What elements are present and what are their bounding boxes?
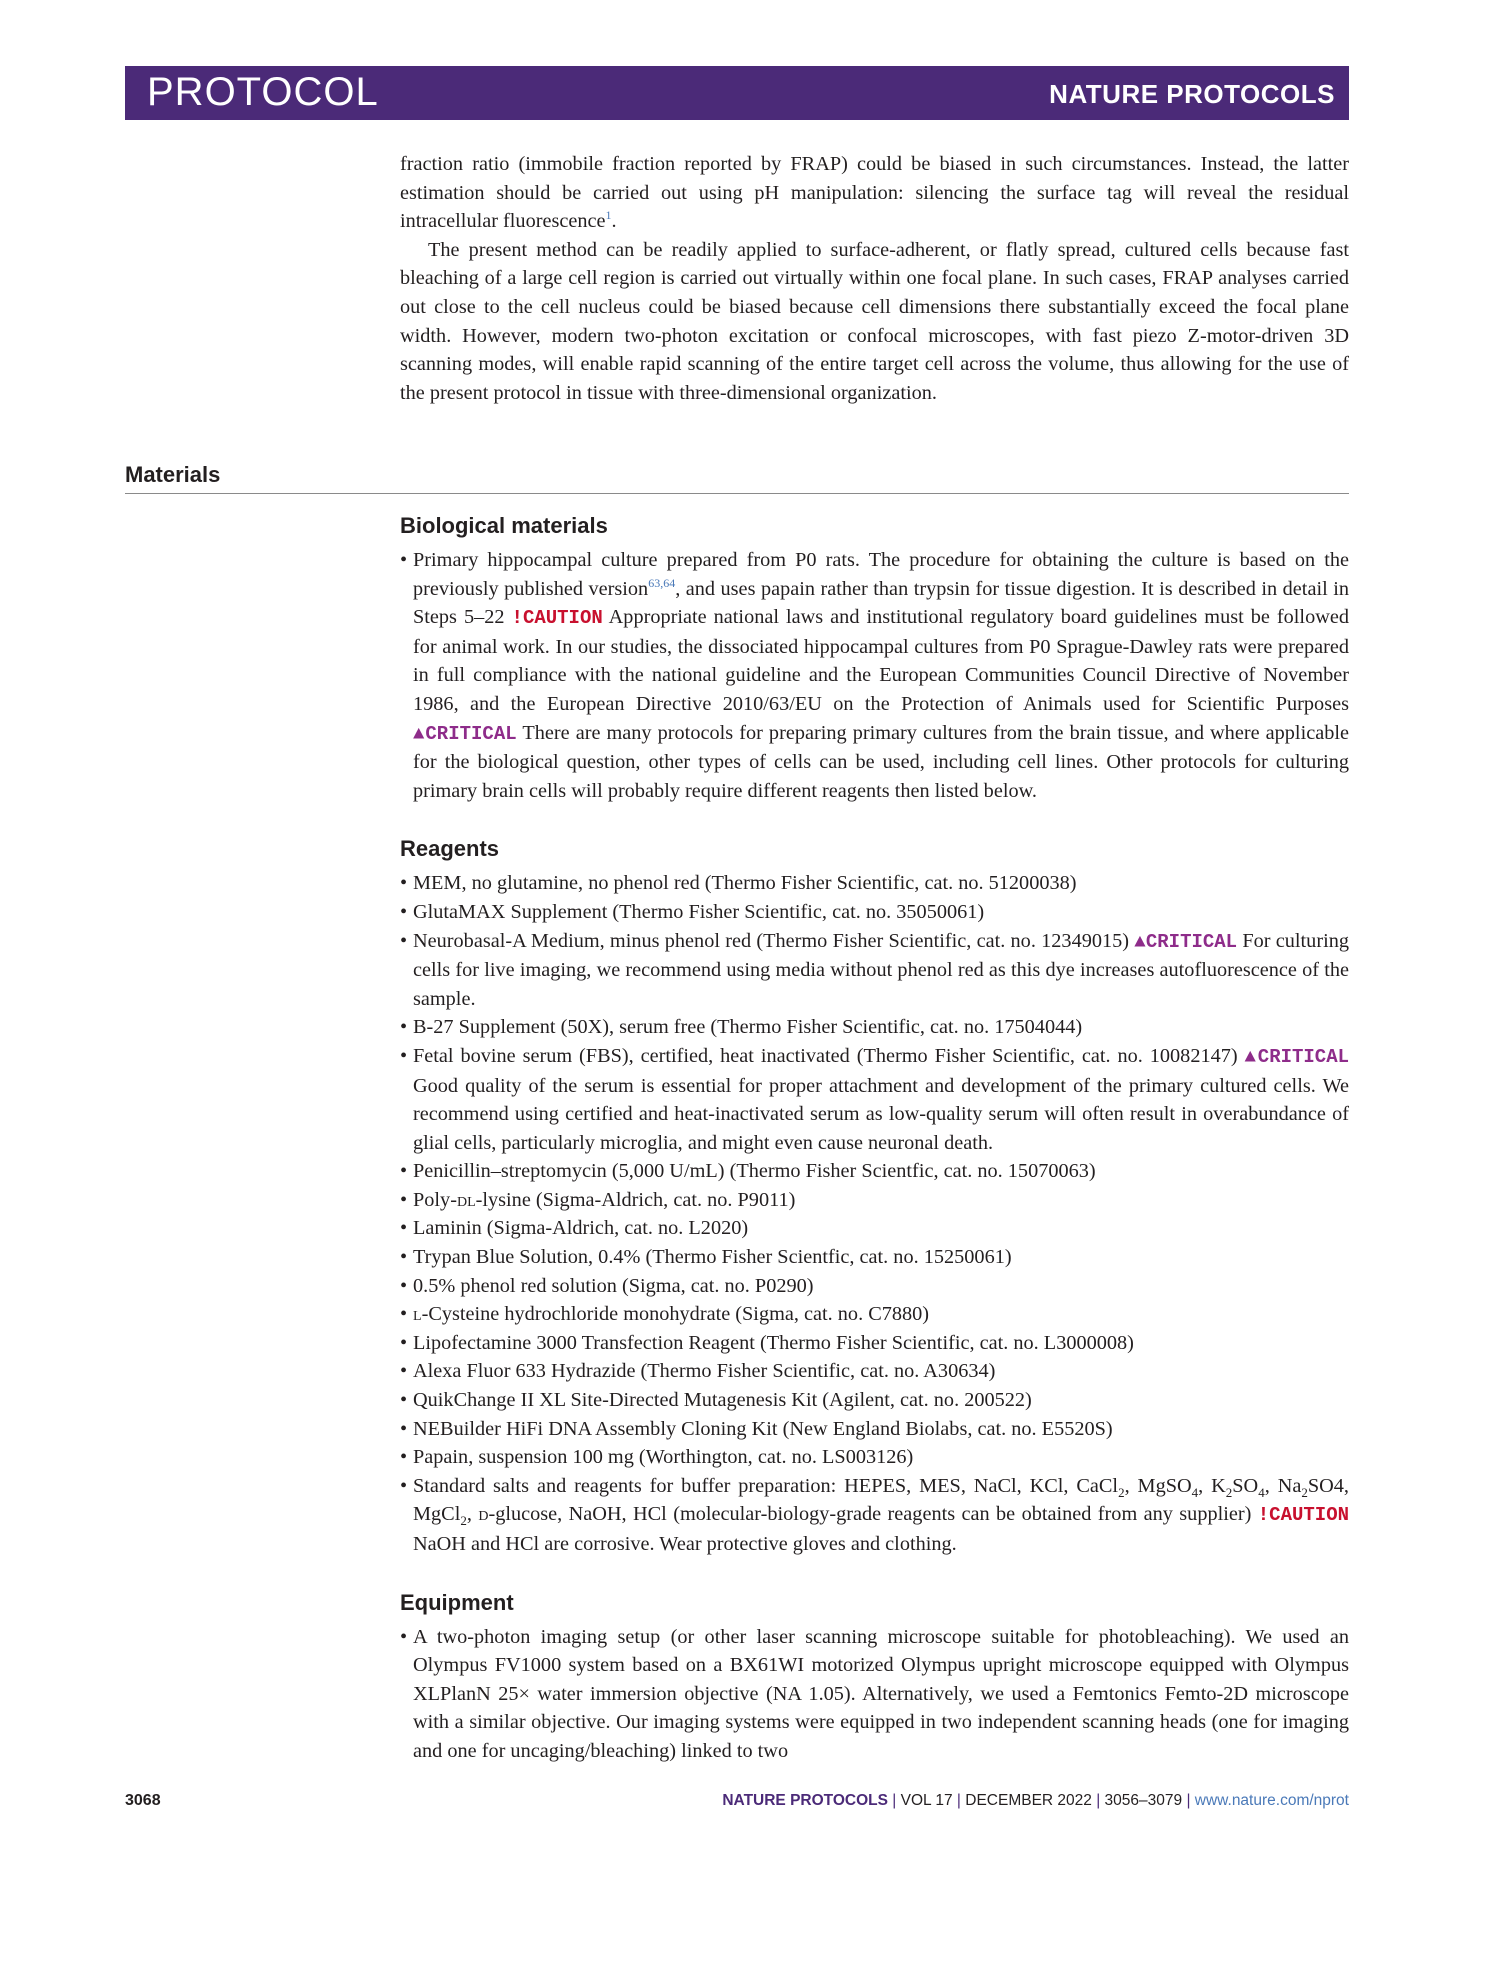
critical-label: ▲CRITICAL — [413, 722, 517, 745]
list-item: • GlutaMAX Supplement (Thermo Fisher Scientific, cat. no. 35050061) — [400, 898, 1349, 927]
list-item: • A two-photon imaging setup (or other laser scanning microscope suitable for photobleaching). We used an Olympus FV1000 system based on a BX61WI motorized Olympus upright microscope equipped with Olympus XLPlanN 25× water immersion objective (NA 1.05). Alternatively, we used a Femtonics Femto-2D microscope with a similar objective. Our imaging systems were equipped in two independent scanning heads (one for imaging and one for uncaging/bleaching) linked to two — [400, 1623, 1349, 1766]
list-item: • Penicillin–streptomycin (5,000 U/mL) (Thermo Fisher Scientfic, cat. no. 15070063) — [400, 1157, 1349, 1186]
footer-citation: NATURE PROTOCOLS | VOL 17 | DECEMBER 2022 | 3056–3079 | www.nature.com/nprot — [722, 1792, 1349, 1809]
list-item: • Papain, suspension 100 mg (Worthington, cat. no. LS003126) — [400, 1443, 1349, 1472]
journal-label: NATURE PROTOCOLS — [1049, 79, 1335, 109]
list-item: • Neurobasal-A Medium, minus phenol red (Thermo Fisher Scientific, cat. no. 12349015) ▲CRITICAL For culturing cells for live imaging, we recommend using media without phenol red as this dye increases autofluorescence of the sample. — [400, 927, 1349, 1014]
list-item: • MEM, no glutamine, no phenol red (Thermo Fisher Scientific, cat. no. 51200038) — [400, 869, 1349, 898]
footer-date: DECEMBER 2022 — [965, 1792, 1092, 1809]
materials-content — [400, 512, 1349, 1766]
biological-materials-list — [400, 546, 1349, 805]
caution-label: !CAUTION — [1257, 1504, 1349, 1527]
list-item: • Alexa Fluor 633 Hydrazide (Thermo Fisher Scientific, cat. no. A30634) — [400, 1357, 1349, 1386]
critical-label: ▲CRITICAL — [1244, 1045, 1350, 1068]
critical-label: ▲CRITICAL — [1134, 930, 1238, 953]
list-item: • Trypan Blue Solution, 0.4% (Thermo Fisher Scientfic, cat. no. 15250061) — [400, 1243, 1349, 1272]
caution-label: !CAUTION — [511, 607, 603, 630]
list-item: • B-27 Supplement (50X), serum free (Thermo Fisher Scientific, cat. no. 17504044) — [400, 1013, 1349, 1042]
reagents-list — [400, 869, 1349, 1558]
list-item: • l-Cysteine hydrochloride monohydrate (Sigma, cat. no. C7880) — [400, 1300, 1349, 1329]
list-item: • Primary hippocampal culture prepared from P0 rats. The procedure for obtaining the culture is based on the previously published version$^{63,64}$, and uses papain rather than trypsin for tissue digestion. It is described in detail in Steps 5–22 !CAUTION Appropriate national laws and institutional regulatory board guidelines must be followed for animal work. In our studies, the dissociated hippocampal cultures from P0 Sprague-Dawley rats were prepared in full compliance with the national guideline and the European Communities Council Directive of November 1986, and the European Directive 2010/63/EU on the Protection of Animals used for Scientific Purposes ▲CRITICAL There are many protocols for preparing primary cultures from the brain tissue, and where applicable for the biological question, other types of cells can be used, including cell lines. Other protocols for culturing primary brain cells will probably require different reagents then listed below. — [400, 546, 1349, 805]
list-item: • Poly-dl-lysine (Sigma-Aldrich, cat. no. P9011) — [400, 1186, 1349, 1215]
citation-link[interactable]: 63,64 — [648, 575, 676, 590]
footer-url-link[interactable]: www.nature.com/nprot — [1194, 1792, 1349, 1809]
intro-text — [400, 150, 1349, 407]
footer-journal: NATURE PROTOCOLS — [722, 1792, 888, 1809]
equipment-list — [400, 1623, 1349, 1766]
list-item: • Standard salts and reagents for buffer preparation: HEPES, MES, NaCl, KCl, CaCl$_2$, MgSO$_4$, $K_2SO_4$, $Na_2SO4$, MgCl$_2$, d-glucose, NaOH, HCl (molecular-biology-grade reagents can be obtained from any supplier) !CAUTION NaOH and HCl are corrosive. Wear protective gloves and clothing. — [400, 1472, 1349, 1559]
citation-link[interactable]: 1 — [605, 208, 612, 223]
footer-pages: 3056–3079 — [1104, 1792, 1183, 1809]
list-item: • QuikChange II XL Site-Directed Mutagenesis Kit (Agilent, cat. no. 200522) — [400, 1386, 1349, 1415]
subheading-reagents: Reagents — [400, 836, 500, 862]
intro-paragraph-1: fraction ratio (immobile fraction reported by FRAP) could be biased in such circumstances. Instead, the latter estimation should be carried out using pH manipulation: silencing the surface tag will reveal the residual intracellular fluorescence$^1$. — [400, 153, 1349, 233]
subheading-biological-materials: Biological materials — [400, 513, 608, 538]
list-item: • Laminin (Sigma-Aldrich, cat. no. L2020) — [400, 1214, 1349, 1243]
header-banner — [125, 66, 1349, 120]
intro-paragraph-2: The present method can be readily applied to surface-adherent, or flatly spread, cultured cells because fast bleaching of a large cell region is carried out virtually within one focal plane. In such cases, FRAP analyses carried out close to the cell nucleus could be biased because cell dimensions there substantially exceed the focal plane width. However, modern two-photon excitation or confocal microscopes, with fast piezo Z-motor-driven 3D scanning modes, will enable rapid scanning of the entire target cell across the volume, thus allowing for the use of the present protocol in tissue with three-dimensional organization. — [400, 238, 1349, 404]
list-item: • Lipofectamine 3000 Transfection Reagent (Thermo Fisher Scientific, cat. no. L3000008) — [400, 1329, 1349, 1358]
list-item: • 0.5% phenol red solution (Sigma, cat. no. P0290) — [400, 1272, 1349, 1301]
page-number: 3068 — [125, 1792, 161, 1809]
list-item: • Fetal bovine serum (FBS), certified, heat inactivated (Thermo Fisher Scientific, cat. no. 10082147) ▲CRITICAL Good quality of the serum is essential for proper attachment and development of the primary cultured cells. We recommend using certified and heat-inactivated serum as low-quality serum will often result in overabundance of glial cells, particularly microglia, and might even cause neuronal death. — [400, 1042, 1349, 1157]
footer-volume: VOL 17 — [900, 1792, 953, 1809]
list-item: • NEBuilder HiFi DNA Assembly Cloning Kit (New England Biolabs, cat. no. E5520S) — [400, 1415, 1349, 1444]
section-title-materials: Materials — [125, 462, 221, 487]
section-label: PROTOCOL — [147, 70, 379, 114]
section-divider — [125, 493, 1349, 494]
subheading-equipment: Equipment — [400, 1589, 514, 1615]
